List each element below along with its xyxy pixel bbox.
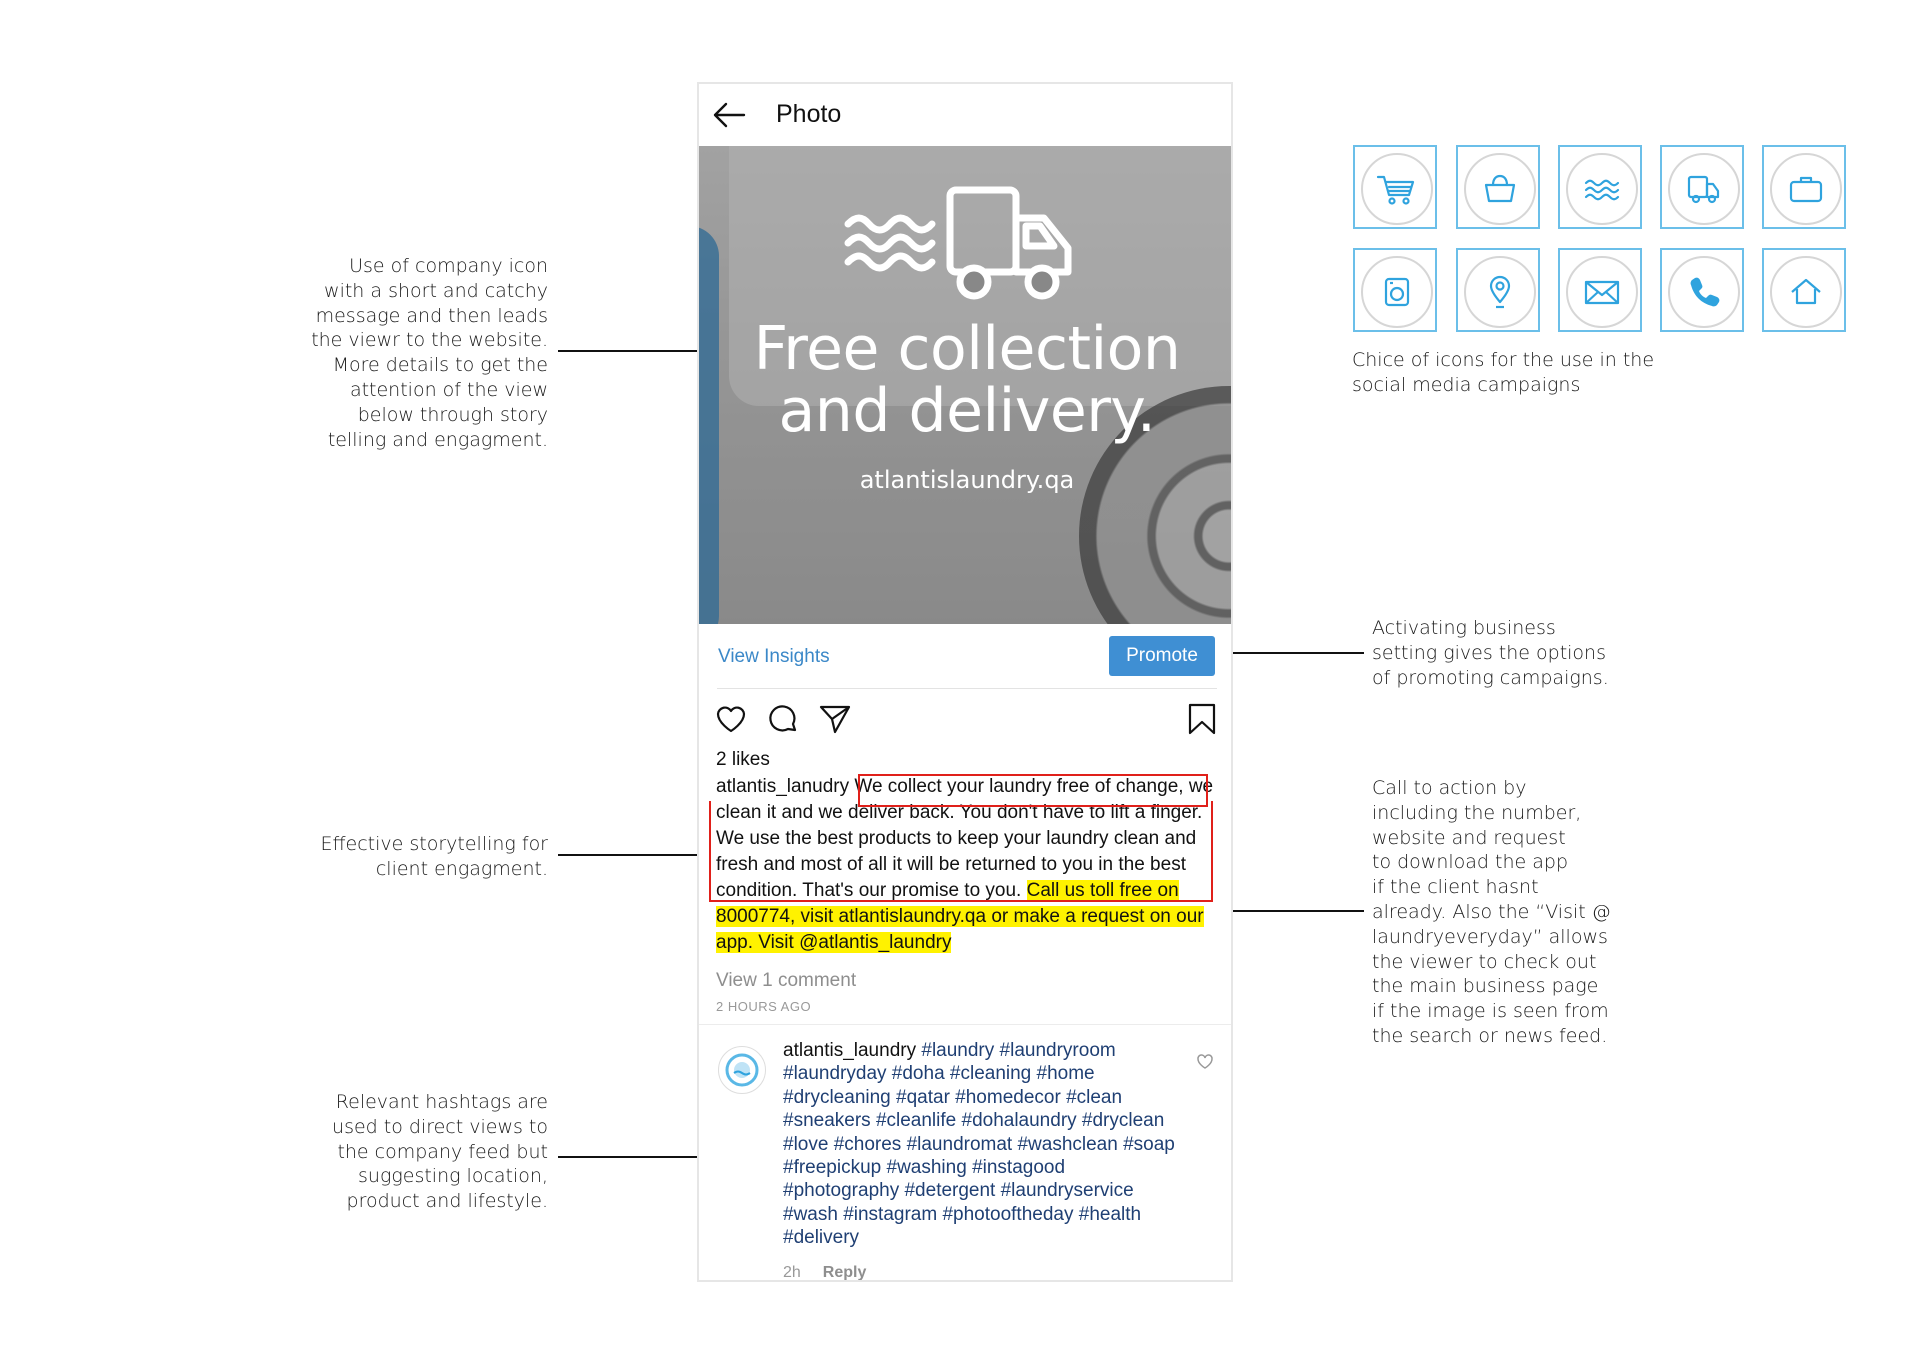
post-timestamp: 2 HOURS AGO [716,999,812,1014]
page-title: Photo [776,100,842,128]
annotation-company-icon: Use of company icon with a short and catchy message and then leads the viewr to the website. More details to get the attention of the view below through story telling and engagment. [311,255,548,451]
cart-icon [1373,165,1421,213]
comment-meta [783,1264,866,1282]
truck-icon [1680,165,1728,213]
waves-icon [1578,165,1626,213]
basket-icon [1476,165,1524,213]
bookmark-icon[interactable] [1185,702,1219,736]
briefcase-icon [1782,165,1830,213]
icon-tile-waves [1558,145,1642,229]
avatar[interactable] [718,1046,766,1094]
comment-text [783,1039,1183,1250]
post-headline: Free collection and delivery. [753,314,1181,446]
icon-tile-home [1762,248,1846,332]
annotation-storytelling: Effective storytelling for client engagment. [320,833,548,880]
reply-link[interactable]: Reply [822,1264,867,1281]
post-website: atlantislaundry.qa [859,466,1075,494]
callout-line-cta [1212,910,1364,912]
share-icon[interactable] [818,702,852,736]
annotation-icons-caption: Chice of icons for the use in the social media campaigns [1352,349,1655,396]
comment-username[interactable]: atlantis_laundry [783,1040,917,1061]
caption-username[interactable]: atlantis_lanudry [716,776,850,797]
promote-button[interactable]: Promote [1109,636,1215,676]
annotation-business: Activating business setting gives the options of promoting campaigns. [1372,617,1609,689]
washing-machine-icon [1373,268,1421,316]
back-arrow-icon[interactable] [712,100,746,130]
view-insights-link[interactable]: View Insights [718,646,830,667]
view-comments-link[interactable]: View 1 comment [716,970,857,991]
callout-line-storytelling [558,854,708,856]
annotation-hashtags: Relevant hashtags are used to direct views to the company feed but suggesting location, product and lifestyle. [332,1091,548,1213]
divider [699,1024,1233,1025]
comment-time: 2h [783,1264,801,1281]
icon-tile-truck [1660,145,1744,229]
icon-tile-location [1456,248,1540,332]
waves-logo-icon [842,208,938,278]
app-header [699,84,1231,146]
icon-tile-basket [1456,145,1540,229]
heart-icon[interactable] [714,702,748,736]
icon-tile-washing-machine [1353,248,1437,332]
likes-count[interactable]: 2 likes [716,749,770,770]
storytelling-highlight-box-body [709,801,1213,902]
instagram-post-mockup [697,82,1233,1282]
annotation-cta: Call to action by including the number, website and request to download the app if the client hasnt already. Also the “Visit @ laundryeveryday” allows the viewer to check out the main business page if the image is seen from the search or news feed. [1372,777,1611,1047]
comment-icon[interactable] [766,702,800,736]
icon-tile-briefcase [1762,145,1846,229]
icon-tile-phone [1660,248,1744,332]
icon-tile-cart [1353,145,1437,229]
caption-call-to-action: Call us toll free on 8000774, visit atlantislaundry.qa or make a request on our app. Visit @atlantis_laundry [716,880,1204,953]
caption-story: We collect your laundry free of change, we clean it and we deliver back. You don't have to lift a finger. We use the best products to keep your laundry clean and fresh and most of all it will be returned to you in the best condition. That's our promise to you. [716,776,1214,901]
home-icon [1782,268,1830,316]
truck-logo-icon [944,184,1074,304]
comment-hashtags[interactable]: #laundry #laundryroom #laundryday #doha #cleaning #home #drycleaning #qatar #homedecor #clean #sneakers #cleanlife #dohalaundry #dryclean #love #chores #laundromat #washclean #soap #freepickup #washing #instagood #photography #detergent #laundryservice #wash #instagram #photooftheday #health #delivery [783,1040,1175,1249]
icon-tile-envelope [1558,248,1642,332]
comment-like-heart-icon[interactable] [1196,1054,1214,1070]
divider [717,688,1217,689]
phone-icon [1680,268,1728,316]
post-image[interactable] [699,146,1233,624]
callout-line-company-icon [558,350,708,352]
callout-line-business [1212,652,1364,654]
location-pin-icon [1476,268,1524,316]
envelope-icon [1578,268,1626,316]
